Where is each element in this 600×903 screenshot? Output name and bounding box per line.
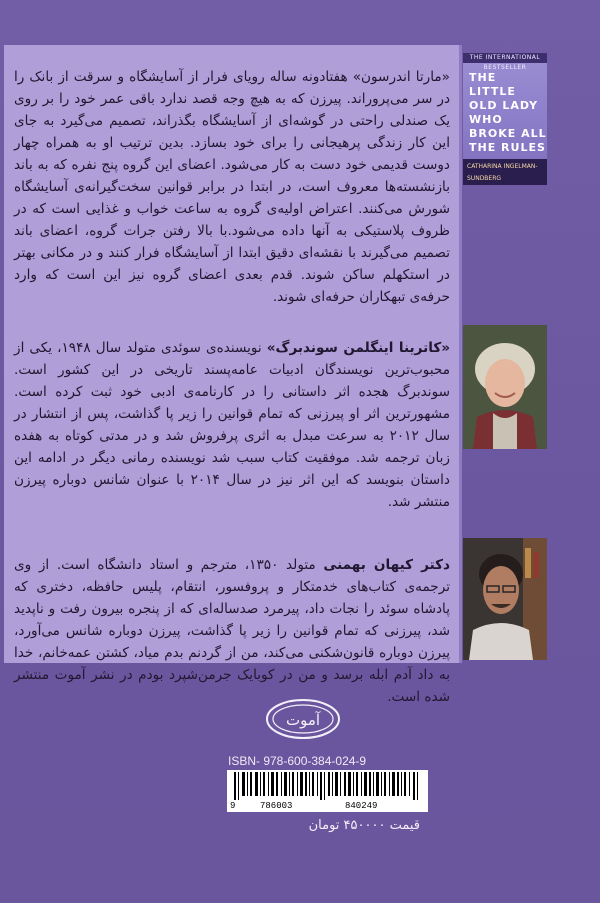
barcode-digit-left: 9 (230, 801, 236, 811)
bestseller-banner: THE INTERNATIONAL BESTSELLER (463, 53, 547, 63)
translator-name: دکتر کیهان بهمنی (323, 556, 451, 573)
publisher-logo-text: آموت (285, 711, 321, 729)
synopsis-paragraph: «مارتا اندرسون» هفتادونه ساله رویای فرار از آسایشگاه و سرقت از بانک را در سر می‌پروراند. پیرزن که به هیچ وجه قصد ندارد باقی عمر خود را بر روی یک صندلی راحتی در گوشه‌ای از آسایشگاه بگذراند، تصمیم می‌گیرد به جای این کار زندگی پرهیجانی را برای خود بسازد. بدین ترتیب او به همراه چهار دوست قدیمی خود دست به کار می‌شود. اعضای این گروه پنج نفره که به باند بازنشسته‌ها معروف است، در ابتدا در برابر قوانین سخت‌گیرانه‌ی آسایشگاه شورش می‌کنند. اعتراض اولیه‌ی گروه به ساعت خواب و غذایی است که در ظروف پلاستیکی به آنها داده می‌شود.با بالا رفتن جرات گروه، اعضای باند تصمیم می‌گیرند با نقشه‌ای دقیق ابتدا از آسایشگاه فرار کنند و در مکانی بهتر در استکهلم ساکن شوند. قدم بعدی اعضای گروه نیز این است که وارد حرفه‌ی تبهکاران حرفه‌ای شوند. (14, 68, 450, 305)
book-cover-thumbnail (463, 53, 547, 185)
translator-paragraph (14, 554, 450, 708)
book-thumb-title-line: OLD LADY WHO (469, 99, 539, 126)
translator-photo (463, 538, 547, 660)
author-photo-illustration (463, 325, 547, 449)
barcode-digits-mid: 786003 (260, 801, 293, 811)
isbn-number: ISBN- 978-600-384-024-9 (228, 754, 367, 768)
publisher-logo (265, 698, 341, 740)
author-paragraph (14, 337, 450, 513)
author-bio: نویسنده‌ی سوئدی متولد سال ۱۹۴۸، یکی از محبوب‌ترین نویسندگان ادبیات عامه‌پسند تاریخی در این کشور است. سوندبرگ هجده اثر داستانی را در کارنامه‌ی ادبی خود ثبت کرده است. مشهورترین اثر او پیرزنی که تمام قوانین را زیر پا گذاشت، پس از انتشار در سال ۲۰۱۲ به سرعت مبدل به اثری پرفروش شد و در مدتی کوتاه به هفده زبان ترجمه شد. موفقیت کتاب سبب شد نویسنده رمانی دیگر در ادامه این داستان بنویسد که این اثر نیز در سال ۲۰۱۴ با عنوان شانس دوباره پیرزن منتشر شد. (14, 339, 451, 510)
book-thumb-title (469, 71, 547, 155)
barcode (227, 770, 428, 812)
price-label: قیمت ۴۵۰۰۰۰ تومان (308, 818, 420, 833)
book-thumb-author: CATHARINA INGELMAN-SUNDBERG (463, 159, 547, 185)
author-photo (463, 325, 547, 449)
book-thumb-title-line: THE LITTLE (469, 71, 516, 98)
panel-edge (459, 45, 462, 663)
author-name: «کاترینا اینگلمن سوندبرگ» (266, 339, 451, 356)
book-thumb-title-line: THE RULES (469, 141, 546, 154)
book-thumb-title-line: BROKE ALL (469, 127, 547, 140)
translator-photo-illustration (463, 538, 547, 660)
barcode-digits-right: 840249 (345, 801, 378, 811)
translator-bio: متولد ۱۳۵۰، مترجم و استاد دانشگاه است. از وی ترجمه‌ی کتاب‌های خدمتکار و پروفسور، انتقام، پلیس حافظه، دختری که پادشاه سوئد را نجات داد، پیرمرد صدساله‌ای که از پنجره بیرون رفت و ناپدید شد، پیرزنی که تمام قوانین را زیر پا گذاشت، پیرزن دوباره شانس می‌آورد، پیرزن دوباره قانون‌شکنی می‌کند، من از گردنم بدم میاد، کشتن عمه‌خانم، خدا به داد آدم ابله برسد و من در کوبایک جرمن‌شپرد بودم در نشر آموت منتشر شده است. (14, 556, 450, 705)
barcode-bars (232, 772, 422, 800)
